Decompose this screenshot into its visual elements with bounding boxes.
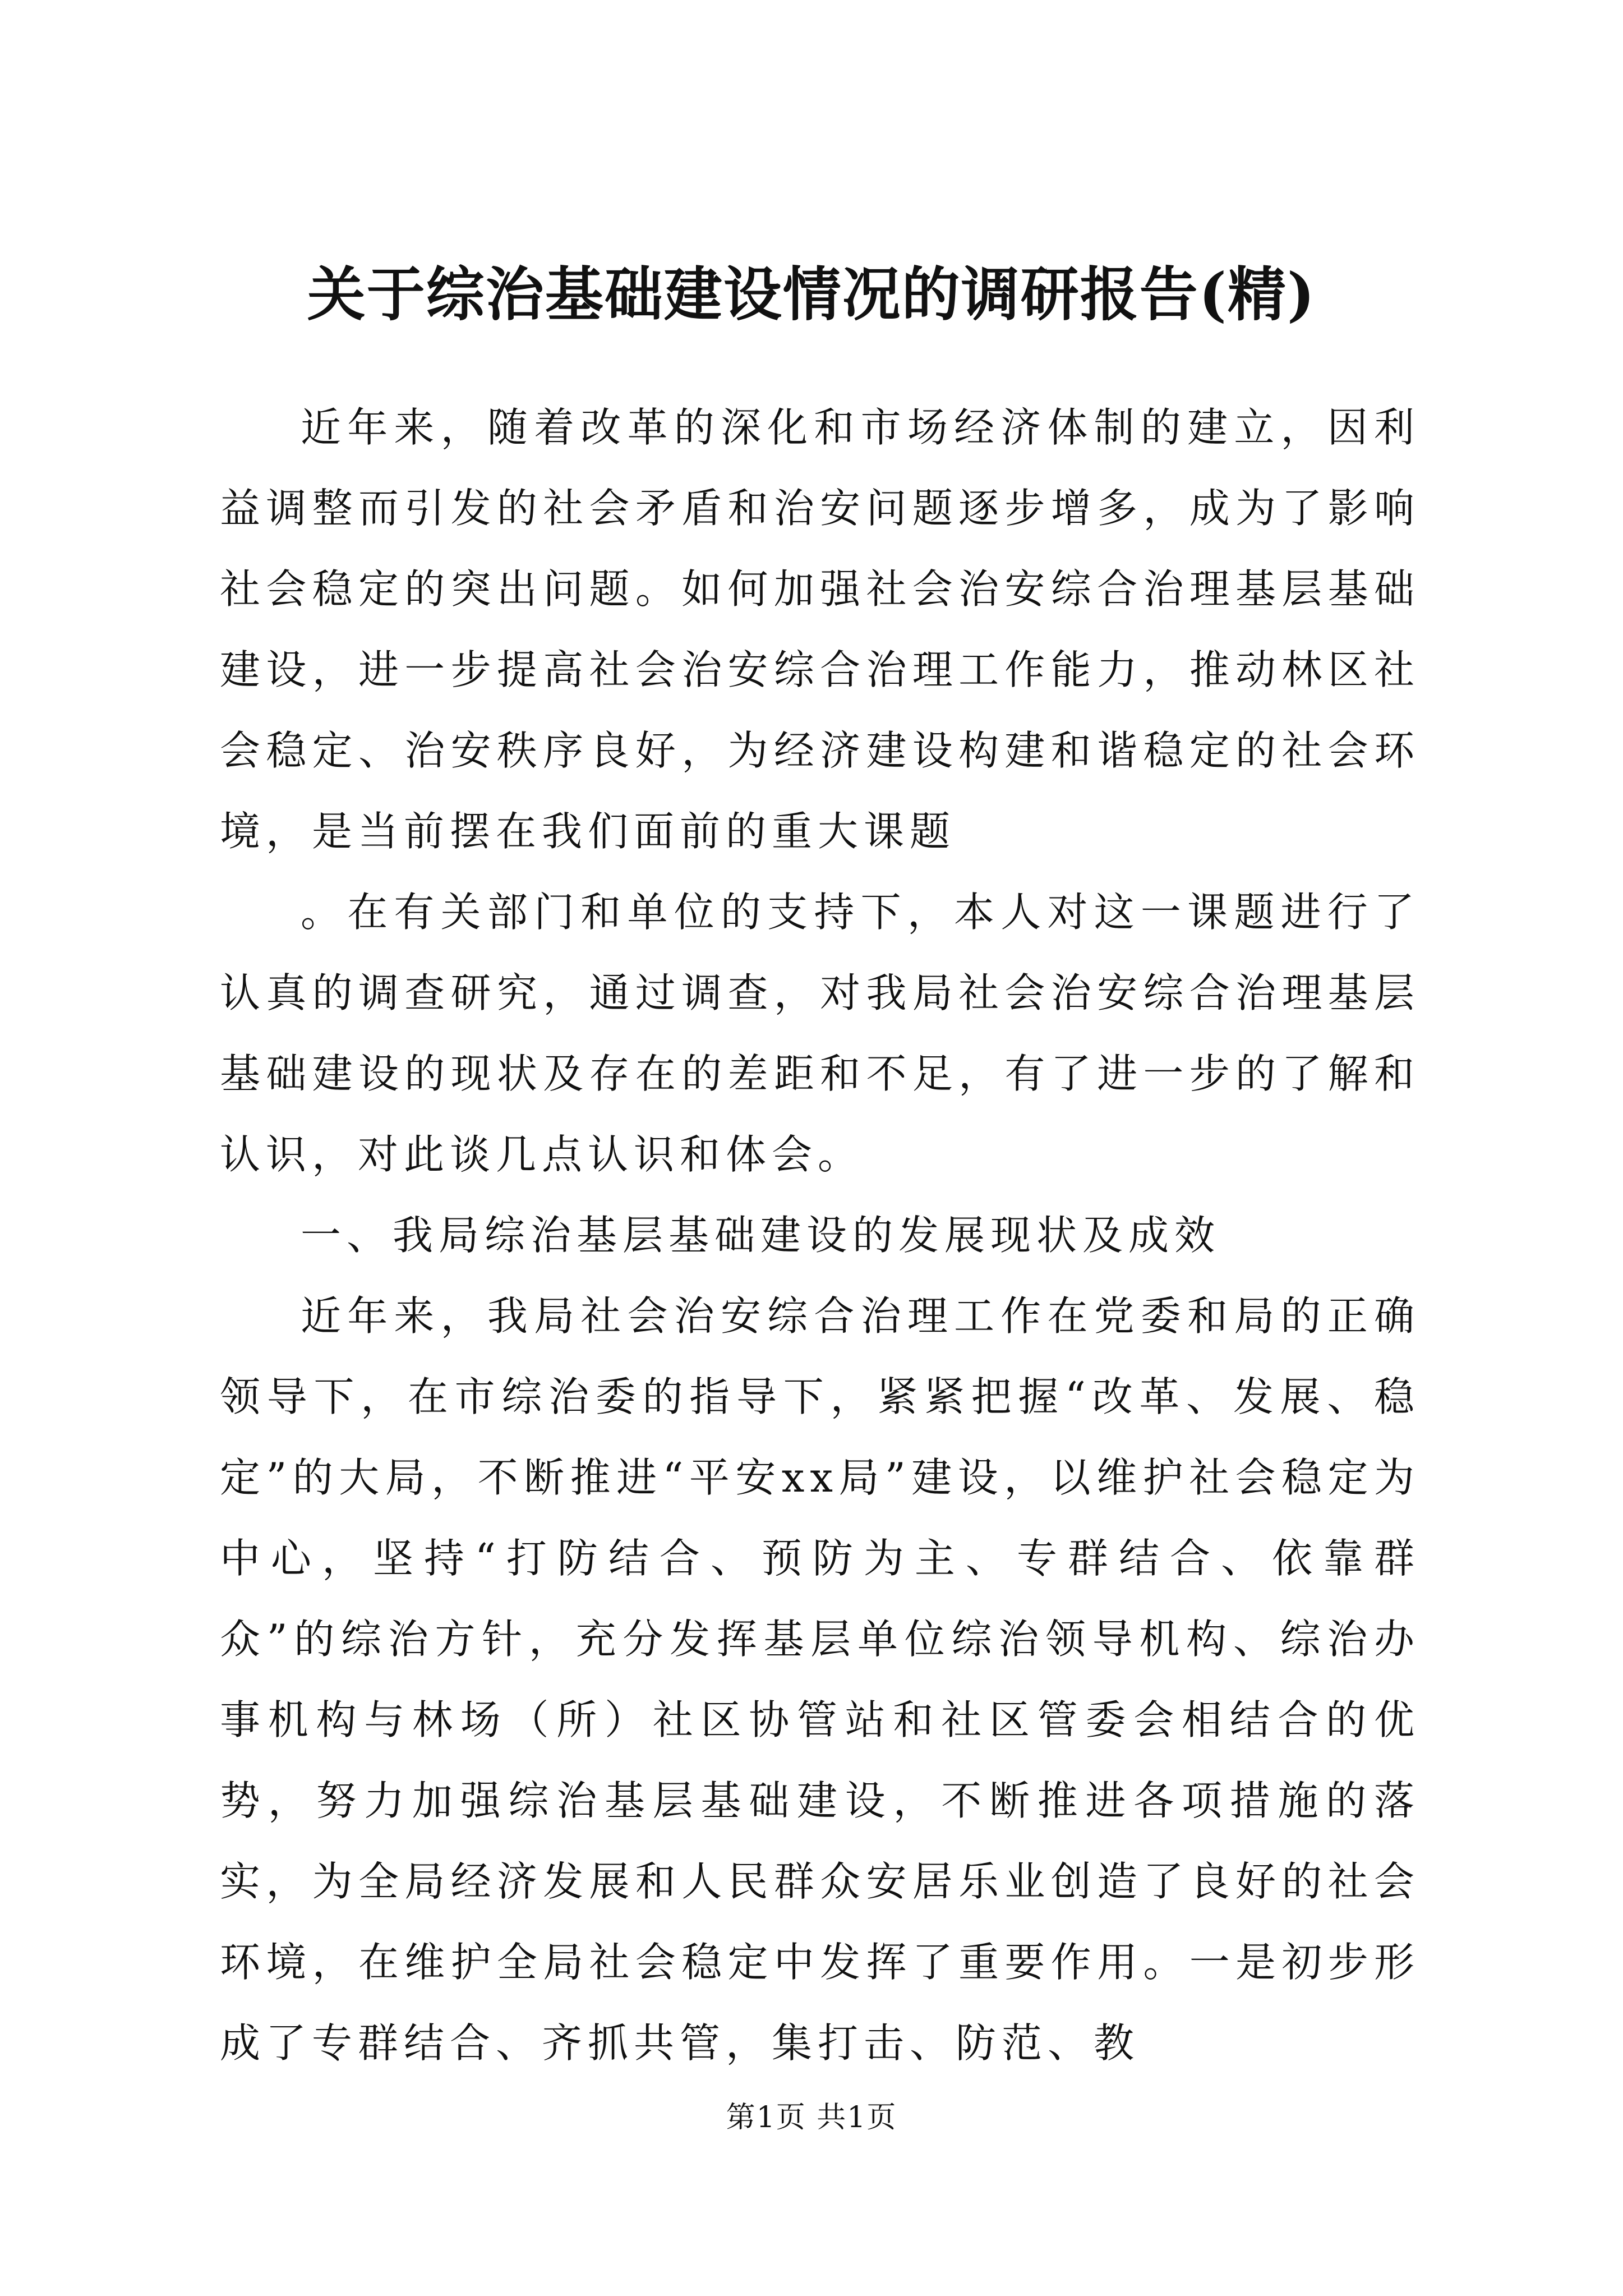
document-body [220,387,1420,2083]
intro-paragraph: 近年来，随着改革的深化和市场经济体制的建立，因利益调整而引发的社会矛盾和治安问题逐步增多，成为了影响社会稳定的突出问题。如何加强社会治安综合治理基层基础建设，进一步提高社会治安综合治理工作能力，推动林区社会稳定、治安秩序良好，为经济建设构建和谐稳定的社会环境，是当前摆在我们面前的重大课题 [220,404,1420,855]
section-paragraph: 近年来，我局社会治安综合治理工作在党委和局的正确领导下，在市综治委的指导下，紧紧把握“改革、发展、稳定”的大局，不断推进“平安xx局”建设，以维护社会稳定为中心，坚持“打防结合、预防为主、专群结合、依靠群众”的综治方针，充分发挥基层单位综治领导机构、综治办事机构与林场（所）社区协管站和社区管委会相结合的优势，努力加强综治基层基础建设，不断推进各项措施的落实，为全局经济发展和人民群众安居乐业创造了良好的社会环境，在维护全局社会稳定中发挥了重要作用。一是初步形成了专群结合、齐抓共管，集打击、防范、教 [220,1292,1420,2067]
document-title: 关于综治基础建设情况的调研报告(精) [307,260,1316,329]
section-heading: 一、我局综治基层基础建设的发展现状及成效 [301,1212,1221,1259]
intro-paragraph-continued: 。在有关部门和单位的支持下，本人对这一课题进行了认真的调查研究，通过调查，对我局社会治安综合治理基层基础建设的现状及存在的差距和不足，有了进一步的了解和认识，对此谈几点认识和体会。 [220,889,1420,1178]
page-footer: 第1页 共1页 [726,2101,897,2134]
